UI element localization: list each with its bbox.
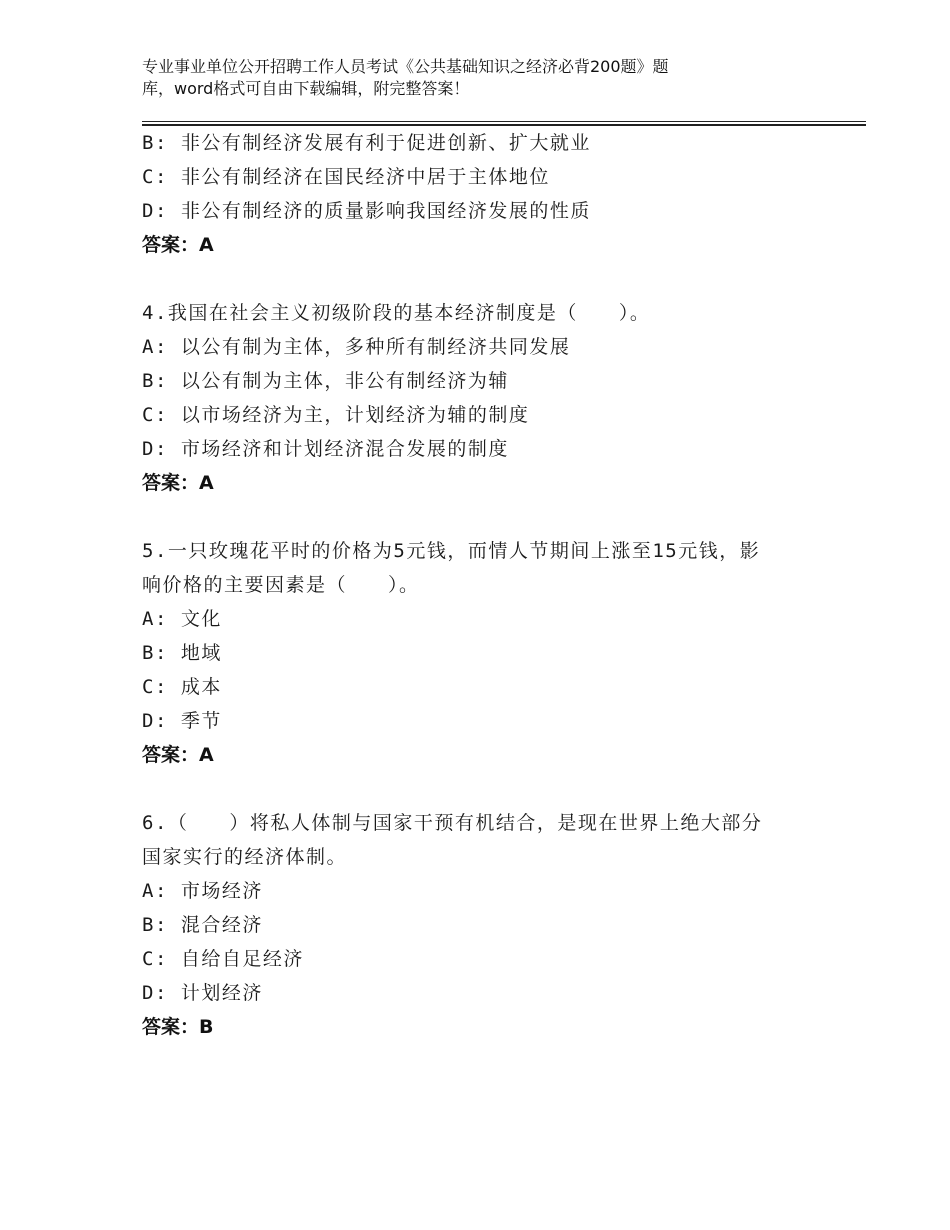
option-b: B: 以公有制为主体，非公有制经济为辅 xyxy=(142,370,509,392)
header-title-line-2: 库，word格式可自由下载编辑，附完整答案！ xyxy=(142,79,470,98)
question-3-tail xyxy=(142,126,822,262)
question-stem-line-2: 国家实行的经济体制。 xyxy=(142,846,348,868)
option-c: C: 非公有制经济在国民经济中居于主体地位 xyxy=(142,166,550,188)
spacer xyxy=(142,262,822,296)
spacer xyxy=(142,500,822,534)
option-d: D: 非公有制经济的质量影响我国经济发展的性质 xyxy=(142,200,591,222)
page-header xyxy=(142,56,782,100)
question-stem-line-1: 5.一只玫瑰花平时的价格为5元钱，而情人节期间上涨至15元钱，影 xyxy=(142,540,761,562)
option-d: D: 市场经济和计划经济混合发展的制度 xyxy=(142,438,509,460)
option-b: B: 混合经济 xyxy=(142,914,263,936)
answer-label: 答案：A xyxy=(142,744,214,766)
option-d: D: 计划经济 xyxy=(142,982,263,1004)
option-b: B: 地域 xyxy=(142,642,222,664)
option-a: A: 文化 xyxy=(142,608,222,630)
question-5 xyxy=(142,534,822,772)
option-a: A: 市场经济 xyxy=(142,880,263,902)
answer-label: 答案：B xyxy=(142,1016,214,1038)
question-stem-line-1: 6.（ ）将私人体制与国家干预有机结合，是现在世界上绝大部分 xyxy=(142,812,763,834)
option-d: D: 季节 xyxy=(142,710,222,732)
option-c: C: 成本 xyxy=(142,676,222,698)
answer-label: 答案：A xyxy=(142,234,214,256)
answer-label: 答案：A xyxy=(142,472,214,494)
spacer xyxy=(142,772,822,806)
option-b: B: 非公有制经济发展有利于促进创新、扩大就业 xyxy=(142,132,591,154)
option-c: C: 以市场经济为主，计划经济为辅的制度 xyxy=(142,404,530,426)
question-stem-line-2: 响价格的主要因素是（ ）。 xyxy=(142,574,420,596)
option-c: C: 自给自足经济 xyxy=(142,948,304,970)
question-list xyxy=(142,126,822,1044)
question-4 xyxy=(142,296,822,500)
question-6 xyxy=(142,806,822,1044)
header-title-line-1: 专业事业单位公开招聘工作人员考试《公共基础知识之经济必背200题》题 xyxy=(142,57,669,76)
option-a: A: 以公有制为主体，多种所有制经济共同发展 xyxy=(142,336,571,358)
header-divider-thin xyxy=(142,121,866,122)
question-stem: 4.我国在社会主义初级阶段的基本经济制度是（ ）。 xyxy=(142,302,651,324)
